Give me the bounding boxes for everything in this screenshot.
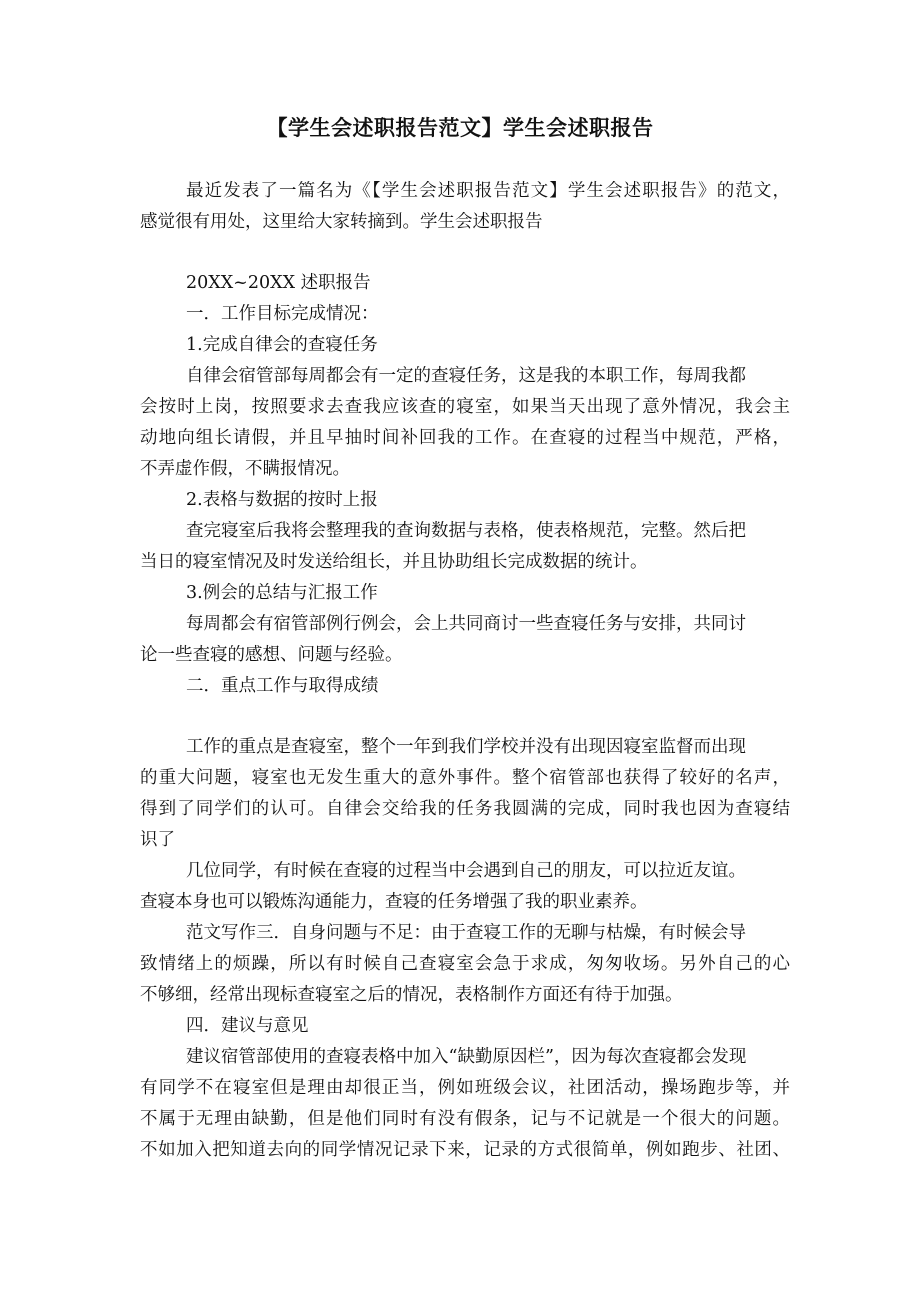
text-line: 的重大问题，寝室也无发生重大的意外事件。整个宿管部也获得了较好的名声， — [140, 768, 790, 788]
text-line: 建议宿管部使用的查寝表格中加入“缺勤原因栏”，因为每次查寝都会发现 — [186, 1047, 747, 1067]
subsection-heading: 3.例会的总结与汇报工作 — [186, 583, 378, 603]
text-line: 查完寝室后我将会整理我的查询数据与表格，使表格规范，完整。然后把 — [186, 521, 746, 541]
text-line: 动地向组长请假，并且早抽时间补回我的工作。在查寝的过程当中规范，严格， — [140, 428, 790, 448]
text-line: 最近发表了一篇名为《【学生会述职报告范文】学生会述职报告》的范文， — [186, 181, 790, 201]
text-line: 不够细，经常出现标查寝室之后的情况，表格制作方面还有待于加强。 — [140, 985, 683, 1005]
text-line: 几位同学，有时候在查寝的过程当中会遇到自己的朋友，可以拉近友谊。 — [186, 861, 746, 881]
subsection-heading: 2.表格与数据的按时上报 — [186, 490, 378, 510]
text-line: 工作的重点是查寝室，整个一年到我们学校并没有出现因寝室监督而出现 — [186, 737, 746, 757]
document-title: 【学生会述职报告范文】学生会述职报告 — [266, 115, 654, 140]
text-line: 自律会宿管部每周都会有一定的查寝任务，这是我的本职工作，每周我都 — [186, 366, 746, 386]
text-line: 论一些查寝的感想、问题与经验。 — [140, 645, 403, 665]
text-line: 致情绪上的烦躁，所以有时候自己查寝室会急于求成，匆匆收场。另外自己的心 — [140, 954, 790, 974]
text-line: 不属于无理由缺勤，但是他们同时有没有假条，记与不记就是一个很大的问题。 — [140, 1109, 790, 1129]
text-line: 不弄虚作假，不瞒报情况。 — [140, 459, 350, 479]
text-line: 当日的寝室情况及时发送给组长，并且协助组长完成数据的统计。 — [140, 552, 648, 572]
text-line: 识了 — [140, 830, 175, 850]
text-line: 有同学不在寝室但是理由却很正当，例如班级会议，社团活动，操场跑步等，并 — [140, 1078, 790, 1098]
intro-paragraph — [140, 176, 790, 238]
text-line: 查寝本身也可以锻炼沟通能力，查寝的任务增强了我的职业素养。 — [140, 892, 648, 912]
text-line: 得到了同学们的认可。自律会交给我的任务我圆满的完成，同时我也因为查寝结 — [140, 799, 790, 819]
section-heading: 四．建议与意见 — [186, 1016, 309, 1036]
section-heading: 一．工作目标完成情况： — [186, 304, 379, 324]
text-line: 每周都会有宿管部例行例会，会上共同商讨一些查寝任务与安排，共同讨 — [186, 614, 746, 634]
report-heading: 20XX~20XX 述职报告 — [186, 273, 371, 293]
text-line: 不如加入把知道去向的同学情况记录下来，记录的方式很简单，例如跑步、社团、 — [140, 1140, 790, 1160]
report-section-2 — [140, 732, 790, 1166]
text-line: 范文写作三．自身问题与不足：由于查寝工作的无聊与枯燥，有时候会导 — [186, 923, 746, 943]
section-heading: 二．重点工作与取得成绩 — [186, 676, 379, 696]
subsection-heading: 1.完成自律会的查寝任务 — [186, 335, 378, 355]
text-line: 会按时上岗，按照要求去查我应该查的寝室，如果当天出现了意外情况，我会主 — [140, 397, 790, 417]
report-section-1 — [140, 268, 790, 702]
text-line: 感觉很有用处，这里给大家转摘到。学生会述职报告 — [140, 212, 543, 232]
